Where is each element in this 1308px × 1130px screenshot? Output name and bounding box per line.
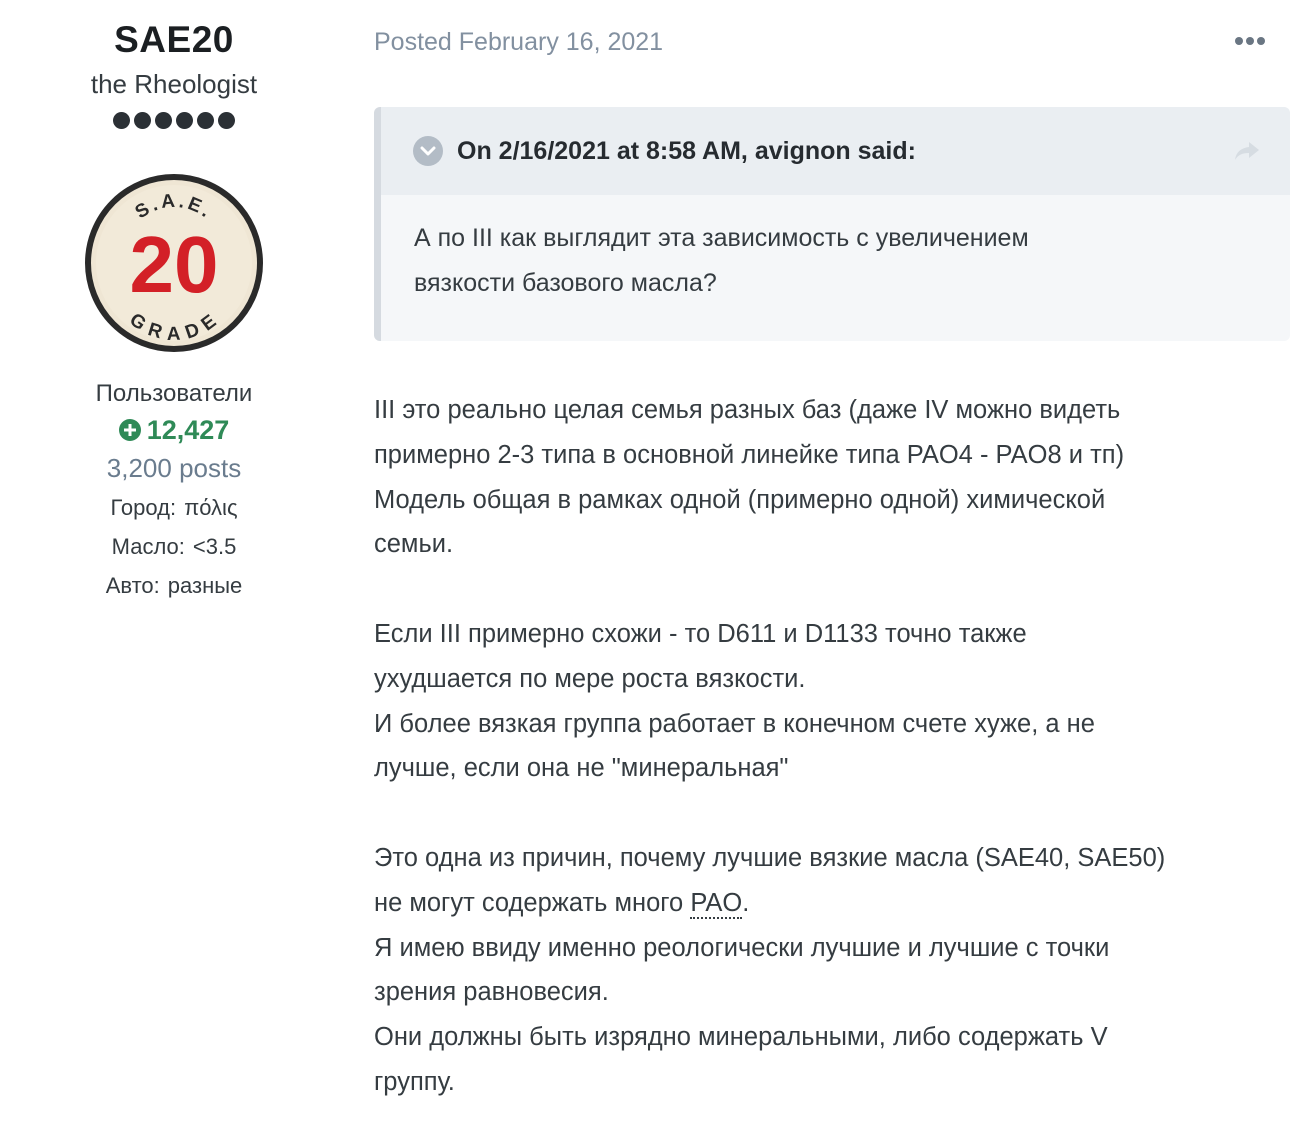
reputation-badge[interactable]: [40, 412, 308, 448]
pao-abbreviation[interactable]: PAO: [690, 888, 743, 917]
quote-body: [381, 195, 1290, 306]
text-line: зрения равновесия.: [374, 978, 609, 1007]
plus-circle-icon: [119, 419, 141, 441]
rank-dot: [197, 112, 214, 129]
author-panel: [40, 16, 308, 605]
profile-field-oil: [40, 527, 308, 566]
post-content: [374, 388, 1294, 1105]
text-line: Они должны быть изрядно минеральными, либо содержать V: [374, 1023, 1108, 1052]
quote-citation: On 2/16/2021 at 8:58 AM, avignon said:: [457, 136, 916, 165]
rank-dot: [113, 112, 130, 129]
quote-header: [381, 107, 1290, 195]
paragraph: [374, 836, 1294, 1105]
profile-field-value: πόλις: [184, 495, 238, 520]
quote-line: А по III как выглядит эта зависимость с увеличением: [414, 224, 1029, 252]
text-line: Если III примерно схожи - то D611 и D1133 точно также: [374, 619, 1027, 648]
profile-field-car: [40, 566, 308, 605]
quote-block: [374, 107, 1290, 341]
author-name[interactable]: SAE20: [114, 19, 234, 60]
text-line: лучше, если она не "минеральная": [374, 754, 789, 783]
profile-field-label: Авто:: [105, 573, 160, 598]
text-line: Это одна из причин, почему лучшие вязкие масла (SAE40, SAE50): [374, 843, 1166, 872]
author-title: the Rheologist: [90, 69, 258, 99]
text-line: примерно 2-3 типа в основной линейке типа PAO4 - PAO8 и тп): [374, 440, 1125, 469]
paragraph-gap: [374, 567, 1294, 612]
text-line: семьи.: [374, 530, 454, 559]
rank-dot: [134, 112, 151, 129]
rank-dot: [155, 112, 172, 129]
paragraph: [374, 612, 1294, 791]
ellipsis-icon[interactable]: [1230, 28, 1270, 54]
profile-field-label: Город:: [110, 495, 177, 520]
author-group: Пользователи: [95, 380, 253, 407]
avatar-number: 20: [129, 220, 219, 309]
paragraph: [374, 388, 1294, 567]
paragraph-gap: [374, 791, 1294, 836]
text-line: III это реально целая семья разных баз (даже IV можно видеть: [374, 396, 1121, 424]
profile-field-city: [40, 488, 308, 527]
text-line: не могут содержать много: [374, 888, 691, 917]
rank-dot: [218, 112, 235, 129]
text-line: Я имею ввиду именно реологически лучшие и лучшие с точки: [374, 933, 1110, 962]
reputation-value: 12,427: [146, 415, 230, 445]
avatar-bottom-text: GRADE: [125, 309, 223, 345]
ellipsis-dot: [1257, 37, 1265, 45]
text-fragment: .: [742, 888, 750, 917]
avatar[interactable]: [85, 174, 263, 352]
profile-field-value: <3.5: [192, 534, 237, 559]
profile-field-label: Масло:: [111, 534, 185, 559]
profile-field-value: разные: [167, 573, 243, 598]
text-line: группу.: [374, 1067, 455, 1096]
post-count[interactable]: 3,200 posts: [106, 453, 242, 483]
chevron-down-icon[interactable]: [413, 136, 443, 166]
text-line: ухудшается по мере роста вязкости.: [374, 664, 806, 693]
share-arrow-icon[interactable]: [1232, 139, 1262, 163]
quote-line: вязкости базового масла?: [414, 269, 717, 297]
avatar-top-text: S.A.E.: [131, 190, 218, 224]
post-date[interactable]: Posted February 16, 2021: [374, 28, 664, 56]
ellipsis-dot: [1246, 37, 1254, 45]
text-line: И более вязкая группа работает в конечном счете хуже, а не: [374, 709, 1095, 738]
rank-dot: [176, 112, 193, 129]
ellipsis-dot: [1235, 37, 1243, 45]
rank-dots: [40, 112, 308, 132]
text-line: Модель общая в рамках одной (примерно одной) химической: [374, 485, 1106, 514]
